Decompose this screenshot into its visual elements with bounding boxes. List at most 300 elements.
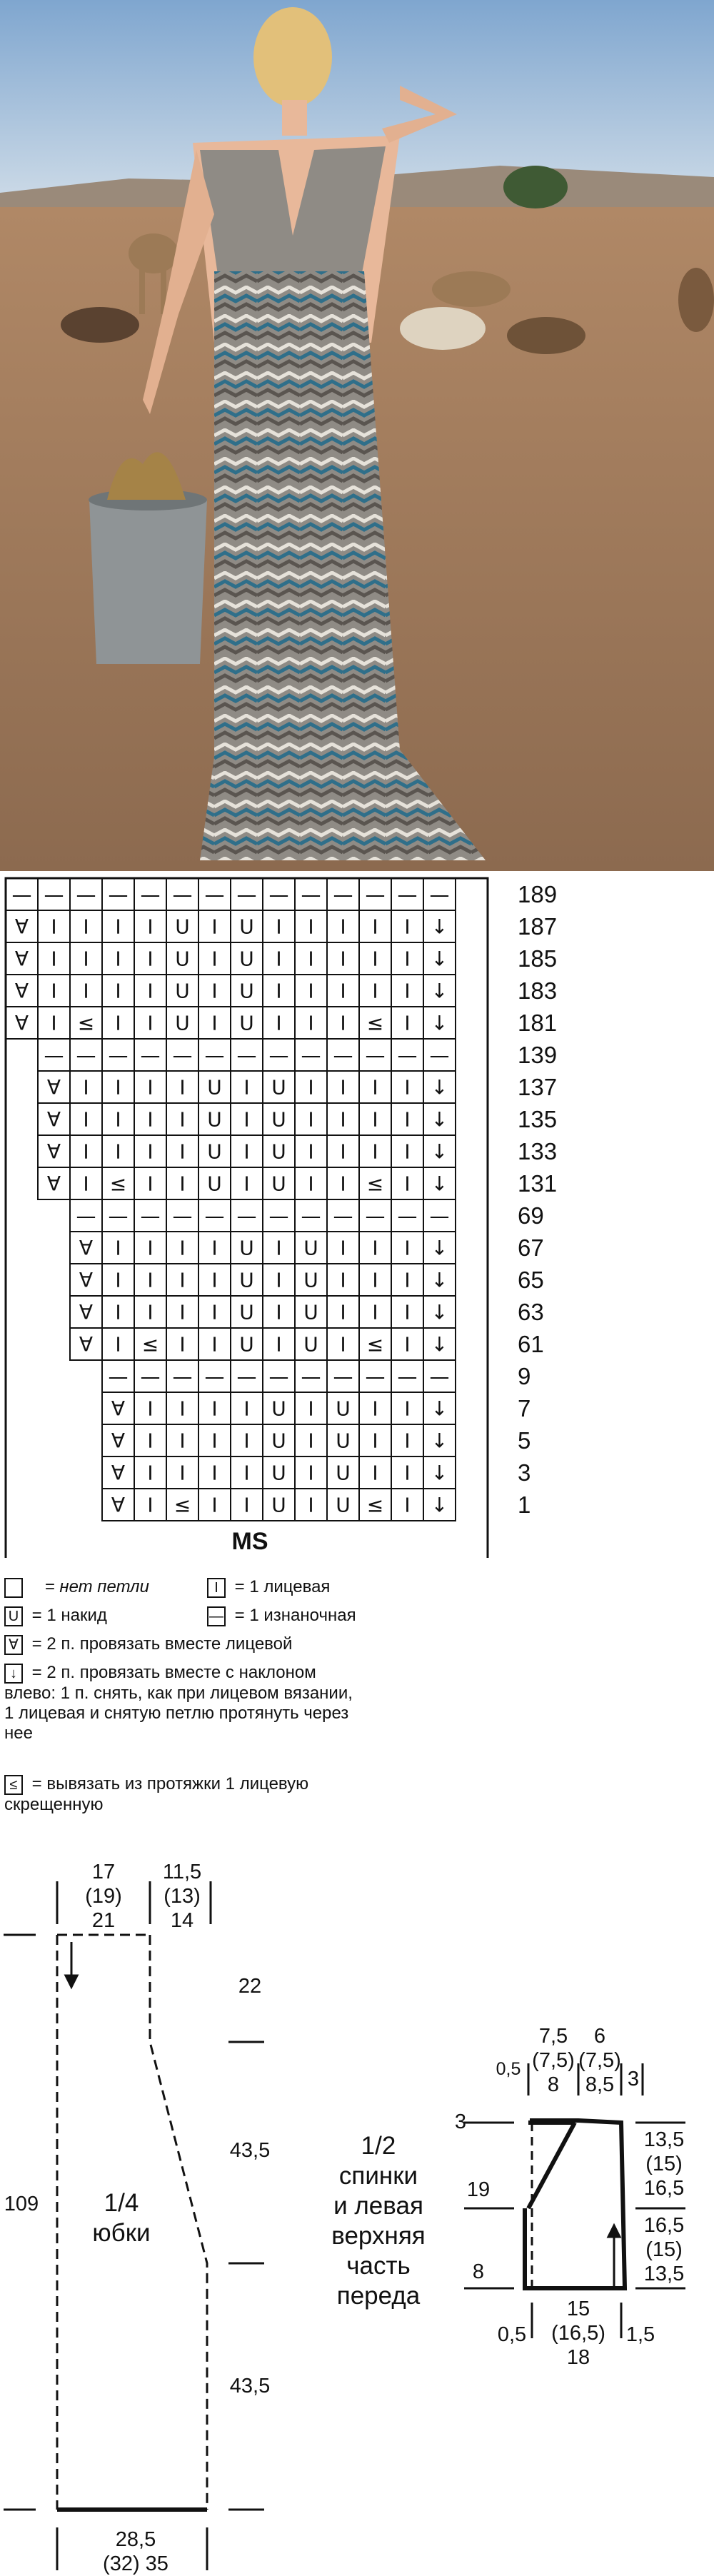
stitch-symbol: —: [76, 1043, 96, 1067]
bodice-top-b-right: 3: [627, 2068, 640, 2091]
stitch-symbol: I: [243, 1075, 250, 1100]
bodice-left-8: 8: [472, 2260, 485, 2283]
row-number: 131: [518, 1170, 558, 1197]
stitch-symbol: —: [172, 1043, 193, 1067]
stitch-symbol: I: [147, 979, 154, 1003]
k2tog-icon: ∀: [4, 1635, 23, 1655]
stitch-symbol: —: [108, 1364, 129, 1389]
stitch-symbol: I: [211, 915, 218, 939]
stitch-symbol: I: [340, 1300, 346, 1324]
bodice-top-a: 7,5 (7,5) 8: [532, 2025, 575, 2096]
stitch-symbol: U: [239, 979, 254, 1003]
row-number: 189: [518, 881, 558, 907]
row-number: 1: [518, 1491, 531, 1518]
stitch-symbol: —: [140, 882, 161, 907]
stitch-symbol: I: [147, 1397, 154, 1421]
legend-purl: — = 1 изнаночная: [207, 1606, 356, 1626]
stitch-symbol: I: [115, 1236, 121, 1260]
stitch-symbol: I: [147, 1011, 154, 1035]
stitch-symbol: I: [115, 1107, 121, 1132]
stitch-symbol: I: [211, 1429, 218, 1453]
stitch-symbol: ≤: [141, 1332, 159, 1357]
yarn-over-icon: U: [4, 1606, 23, 1626]
stitch-symbol: I: [243, 1493, 250, 1517]
stitch-symbol: I: [147, 1107, 154, 1132]
stitch-symbol: U: [239, 1300, 254, 1324]
stitch-symbol: I: [243, 1107, 250, 1132]
bodice-left-3: 3: [454, 2110, 467, 2133]
stitch-symbol: —: [11, 882, 32, 907]
stitch-symbol: I: [147, 1493, 154, 1517]
legend-yarn-over: U = 1 накид: [4, 1606, 107, 1626]
skirt-seg1: 22: [238, 1975, 262, 1998]
stitch-symbol: I: [276, 979, 282, 1003]
stitch-symbol: I: [211, 1493, 218, 1517]
stitch-symbol: ≤: [366, 1011, 384, 1035]
stitch-symbol: U: [271, 1139, 286, 1164]
stitch-symbol: I: [179, 1429, 186, 1453]
stitch-symbol: —: [204, 1043, 225, 1067]
legend-k2tog: ∀ = 2 п. провязать вместе лицевой: [4, 1634, 292, 1655]
stitch-symbol: U: [207, 1172, 222, 1196]
stitch-symbol: U: [239, 1236, 254, 1260]
row-number: 3: [518, 1459, 531, 1486]
stitch-symbol: I: [147, 1236, 154, 1260]
stitch-symbol: I: [179, 1461, 186, 1485]
stitch-symbol: —: [236, 1364, 257, 1389]
stitch-symbol: I: [51, 1011, 57, 1035]
stitch-symbol: I: [276, 947, 282, 971]
stitch-symbol: I: [115, 1332, 121, 1357]
stitch-symbol: ∀: [111, 1493, 126, 1517]
stitch-symbol: —: [140, 1364, 161, 1389]
stitch-symbol: —: [333, 882, 353, 907]
stitch-symbol: I: [404, 1172, 411, 1196]
stitch-symbol: ↓: [431, 1075, 448, 1100]
row-number: 181: [518, 1010, 558, 1036]
bodice-bottom-right: 1,5: [625, 2323, 655, 2346]
row-number: 61: [518, 1331, 544, 1357]
stitch-symbol: ∀: [46, 1107, 61, 1132]
stitch-symbol: I: [372, 1236, 378, 1260]
knitting-chart: [0, 872, 714, 1572]
stitch-symbol: —: [172, 882, 193, 907]
knit-stitch-icon: I: [207, 1578, 226, 1598]
row-number: 69: [518, 1202, 544, 1229]
row-number: 63: [518, 1299, 544, 1325]
stitch-symbol: U: [303, 1300, 318, 1324]
stitch-symbol: ↓: [431, 1461, 448, 1485]
stitch-symbol: I: [276, 1011, 282, 1035]
stitch-symbol: ∀: [46, 1075, 61, 1100]
stitch-symbol: I: [179, 1236, 186, 1260]
stitch-symbol: ∀: [14, 947, 29, 971]
stitch-symbol: U: [271, 1493, 286, 1517]
stitch-symbol: I: [340, 915, 346, 939]
stitch-symbol: —: [365, 1204, 386, 1228]
stitch-symbol: ∀: [79, 1236, 94, 1260]
stitch-symbol: I: [211, 1236, 218, 1260]
stitch-symbol: ∀: [111, 1461, 126, 1485]
stitch-symbol: —: [76, 882, 96, 907]
stitch-symbol: —: [268, 1364, 289, 1389]
stitch-symbol: I: [147, 1268, 154, 1292]
stitch-symbol: I: [372, 1107, 378, 1132]
stitch-symbol: I: [340, 1075, 346, 1100]
stitch-symbol: —: [204, 1204, 225, 1228]
stitch-symbol: U: [175, 915, 190, 939]
legend-ssk: ↓ = 2 п. провязать вместе с наклоном влево: 1 п. снять, как при лицевом вязании, 1 лицевая и снятую петлю протянуть через нее: [4, 1663, 353, 1743]
stitch-symbol: I: [404, 1461, 411, 1485]
row-number: 5: [518, 1427, 531, 1454]
stitch-symbol: I: [115, 1075, 121, 1100]
bodice-top-b: 6 (7,5) 8,5: [578, 2025, 621, 2096]
row-number: 137: [518, 1074, 558, 1100]
stitch-symbol: —: [108, 882, 129, 907]
stitch-symbol: ∀: [79, 1332, 94, 1357]
stitch-symbol: I: [404, 915, 411, 939]
stitch-symbol: —: [429, 1364, 450, 1389]
stitch-symbol: I: [340, 1268, 346, 1292]
row-number: 133: [518, 1138, 558, 1164]
stitch-symbol: I: [115, 979, 121, 1003]
stitch-symbol: I: [243, 1429, 250, 1453]
stitch-symbol: —: [333, 1204, 353, 1228]
stitch-symbol: I: [404, 1075, 411, 1100]
stitch-symbol: I: [147, 1461, 154, 1485]
stitch-symbol: I: [372, 1139, 378, 1164]
stitch-symbol: —: [397, 882, 418, 907]
stitch-symbol: —: [429, 1204, 450, 1228]
stitch-symbol: I: [276, 1332, 282, 1357]
stitch-symbol: —: [397, 1364, 418, 1389]
stitch-symbol: I: [340, 1011, 346, 1035]
stitch-symbol: I: [83, 1172, 89, 1196]
row-number: 139: [518, 1042, 558, 1068]
skirt-seg2: 43,5: [229, 2139, 271, 2162]
bodice-name: 1/2 спинки и левая верхняя часть переда: [331, 2132, 426, 2310]
stitch-symbol: I: [404, 1300, 411, 1324]
stitch-symbol: U: [303, 1268, 318, 1292]
stitch-symbol: —: [301, 1204, 321, 1228]
stitch-symbol: U: [239, 947, 254, 971]
stitch-symbol: I: [243, 1172, 250, 1196]
stitch-symbol: I: [211, 1268, 218, 1292]
chart-grid: [0, 872, 500, 1558]
stitch-symbol: I: [179, 1300, 186, 1324]
stitch-symbol: I: [308, 947, 314, 971]
stitch-symbol: I: [243, 1139, 250, 1164]
stitch-symbol: I: [372, 1397, 378, 1421]
stitch-symbol: I: [83, 915, 89, 939]
stitch-symbol: ↓: [431, 979, 448, 1003]
stitch-symbol: I: [179, 1268, 186, 1292]
row-number: 7: [518, 1395, 531, 1422]
legend-m1: ≤ = вывязать из протяжки 1 лицевую скрещенную: [4, 1774, 309, 1814]
stitch-symbol: U: [175, 947, 190, 971]
stitch-symbol: I: [83, 1107, 89, 1132]
stitch-symbol: —: [44, 1043, 64, 1067]
stitch-symbol: I: [340, 1332, 346, 1357]
stitch-symbol: I: [308, 1429, 314, 1453]
bodice-bottom: 15 (16,5) 18: [551, 2298, 605, 2369]
stitch-symbol: U: [271, 1397, 286, 1421]
stitch-symbol: —: [108, 1204, 129, 1228]
stitch-symbol: —: [204, 882, 225, 907]
stitch-symbol: I: [276, 915, 282, 939]
stitch-symbol: I: [404, 1107, 411, 1132]
legend-no-stitch: = нет петли: [4, 1577, 149, 1598]
stitch-symbol: I: [211, 1397, 218, 1421]
stitch-symbol: I: [372, 947, 378, 971]
stitch-symbol: U: [239, 1268, 254, 1292]
stitch-symbol: ∀: [14, 979, 29, 1003]
stitch-symbol: U: [336, 1397, 351, 1421]
stitch-symbol: —: [333, 1364, 353, 1389]
stitch-symbol: I: [147, 915, 154, 939]
stitch-symbol: I: [404, 1139, 411, 1164]
stitch-symbol: ∀: [46, 1172, 61, 1196]
stitch-symbol: —: [397, 1204, 418, 1228]
stitch-symbol: —: [429, 1043, 450, 1067]
stitch-symbol: —: [397, 1043, 418, 1067]
skirt-top-width: 17 (19) 21: [85, 1861, 122, 1932]
stitch-symbol: ∀: [111, 1429, 126, 1453]
skirt-bottom-width: 28,5 (32) 35: [103, 2528, 169, 2575]
stitch-symbol: ∀: [79, 1300, 94, 1324]
stitch-symbol: I: [51, 947, 57, 971]
legend-knit: I = 1 лицевая: [207, 1577, 330, 1598]
stitch-symbol: —: [44, 882, 64, 907]
stitch-symbol: ≤: [77, 1011, 95, 1035]
bodice-top-a-left: 0,5: [496, 2059, 521, 2079]
row-number: 187: [518, 913, 558, 940]
stitch-symbol: I: [211, 947, 218, 971]
bodice-bottom-left: 0,5: [497, 2323, 527, 2346]
stitch-symbol: I: [83, 947, 89, 971]
stitch-symbol: I: [404, 1332, 411, 1357]
stitch-symbol: I: [372, 1429, 378, 1453]
model-photo: [0, 0, 714, 871]
row-number: 65: [518, 1267, 544, 1293]
stitch-symbol: ≤: [109, 1172, 127, 1196]
stitch-symbol: I: [276, 1300, 282, 1324]
stitch-symbol: I: [340, 1139, 346, 1164]
stitch-symbol: ↓: [431, 1172, 448, 1196]
empty-box-icon: [4, 1578, 23, 1598]
stitch-symbol: U: [207, 1107, 222, 1132]
stitch-symbol: I: [308, 1397, 314, 1421]
stitch-symbol: U: [271, 1461, 286, 1485]
stitch-symbol: ↓: [431, 947, 448, 971]
stitch-symbol: I: [179, 1397, 186, 1421]
stitch-symbol: I: [404, 1268, 411, 1292]
stitch-symbol: I: [115, 1268, 121, 1292]
stitch-symbol: ∀: [14, 915, 29, 939]
stitch-symbol: I: [372, 1300, 378, 1324]
stitch-symbol: ↓: [431, 1268, 448, 1292]
stitch-symbol: I: [115, 1011, 121, 1035]
stitch-symbol: I: [83, 979, 89, 1003]
stitch-symbol: U: [303, 1236, 318, 1260]
skirt-name: 1/4 юбки: [92, 2189, 151, 2247]
stitch-symbol: U: [271, 1172, 286, 1196]
skirt-side-shift: 11,5 (13) 14: [162, 1861, 202, 1932]
stitch-symbol: —: [172, 1364, 193, 1389]
stitch-symbol: ∀: [79, 1268, 94, 1292]
stitch-symbol: I: [340, 979, 346, 1003]
stitch-symbol: I: [404, 979, 411, 1003]
stitch-symbol: ↓: [431, 915, 448, 939]
stitch-symbol: I: [340, 1172, 346, 1196]
stitch-symbol: I: [179, 1107, 186, 1132]
stitch-symbol: I: [211, 979, 218, 1003]
stitch-symbol: I: [115, 915, 121, 939]
stitch-symbol: —: [301, 882, 321, 907]
stitch-symbol: I: [308, 1461, 314, 1485]
stitch-symbol: I: [372, 1268, 378, 1292]
stitch-symbol: ∀: [111, 1397, 126, 1421]
stitch-symbol: I: [340, 947, 346, 971]
stitch-symbol: ↓: [431, 1107, 448, 1132]
row-number: 135: [518, 1106, 558, 1132]
stitch-symbol: I: [211, 1011, 218, 1035]
stitch-symbol: ≤: [174, 1493, 191, 1517]
stitch-symbol: I: [147, 1075, 154, 1100]
stitch-symbol: I: [83, 1139, 89, 1164]
stitch-symbol: I: [308, 1075, 314, 1100]
chart-title: MS: [221, 1528, 278, 1556]
stitch-symbol: I: [147, 1139, 154, 1164]
stitch-symbol: I: [147, 947, 154, 971]
pattern-schematics: [0, 1860, 714, 2576]
stitch-symbol: I: [211, 1300, 218, 1324]
stitch-symbol: I: [404, 1493, 411, 1517]
stitch-symbol: I: [308, 1493, 314, 1517]
stitch-symbol: I: [147, 1300, 154, 1324]
stitch-symbol: —: [268, 1204, 289, 1228]
stitch-symbol: U: [175, 1011, 190, 1035]
skirt-seg3: 43,5: [229, 2375, 271, 2398]
stitch-symbol: U: [271, 1429, 286, 1453]
stitch-symbol: —: [172, 1204, 193, 1228]
chart-legend: [0, 1574, 714, 1860]
stitch-symbol: I: [179, 1139, 186, 1164]
stitch-symbol: I: [404, 1429, 411, 1453]
stitch-symbol: —: [301, 1043, 321, 1067]
stitch-symbol: ↓: [431, 1493, 448, 1517]
stitch-symbol: —: [333, 1043, 353, 1067]
stitch-symbol: I: [372, 915, 378, 939]
stitch-symbol: I: [372, 1461, 378, 1485]
bodice-left-19: 19: [466, 2178, 491, 2201]
stitch-symbol: —: [268, 1043, 289, 1067]
stitch-symbol: U: [336, 1493, 351, 1517]
stitch-symbol: —: [429, 882, 450, 907]
ssk-arrow-icon: ↓: [4, 1664, 23, 1684]
stitch-symbol: U: [207, 1075, 222, 1100]
stitch-symbol: I: [308, 979, 314, 1003]
row-number: 185: [518, 945, 558, 972]
stitch-symbol: U: [271, 1075, 286, 1100]
stitch-symbol: ↓: [431, 1011, 448, 1035]
stitch-symbol: I: [115, 1139, 121, 1164]
stitch-symbol: I: [308, 1172, 314, 1196]
stitch-symbol: I: [147, 1429, 154, 1453]
stitch-symbol: —: [236, 882, 257, 907]
purl-stitch-icon: —: [207, 1606, 226, 1626]
stitch-symbol: ↓: [431, 1139, 448, 1164]
stitch-symbol: I: [211, 1332, 218, 1357]
stitch-symbol: —: [140, 1204, 161, 1228]
stitch-symbol: I: [404, 947, 411, 971]
stitch-symbol: I: [276, 1268, 282, 1292]
stitch-symbol: U: [336, 1429, 351, 1453]
stitch-symbol: ↓: [431, 1429, 448, 1453]
stitch-symbol: I: [179, 1332, 186, 1357]
m1-icon: ≤: [4, 1775, 23, 1795]
stitch-symbol: U: [271, 1107, 286, 1132]
row-number: 9: [518, 1363, 531, 1389]
stitch-symbol: —: [108, 1043, 129, 1067]
stitch-symbol: I: [404, 1011, 411, 1035]
stitch-symbol: —: [204, 1364, 225, 1389]
bodice-right-upper: 13,5 (15) 16,5: [643, 2128, 685, 2200]
stitch-symbol: U: [207, 1139, 222, 1164]
stitch-symbol: U: [303, 1332, 318, 1357]
stitch-symbol: ≤: [366, 1172, 384, 1196]
stitch-symbol: ∀: [14, 1011, 29, 1035]
bodice-right-lower: 16,5 (15) 13,5: [643, 2214, 685, 2285]
stitch-symbol: ∀: [46, 1139, 61, 1164]
skirt-total-length: 109: [4, 2193, 39, 2215]
stitch-symbol: —: [236, 1043, 257, 1067]
stitch-symbol: U: [239, 1011, 254, 1035]
stitch-symbol: I: [243, 1461, 250, 1485]
stitch-symbol: I: [340, 1107, 346, 1132]
stitch-symbol: I: [179, 1172, 186, 1196]
stitch-symbol: I: [243, 1397, 250, 1421]
stitch-symbol: I: [340, 1236, 346, 1260]
stitch-symbol: I: [308, 1107, 314, 1132]
stitch-symbol: I: [308, 1011, 314, 1035]
stitch-symbol: I: [404, 1397, 411, 1421]
stitch-symbol: ≤: [366, 1332, 384, 1357]
stitch-symbol: —: [365, 882, 386, 907]
stitch-symbol: ≤: [366, 1493, 384, 1517]
stitch-symbol: I: [83, 1075, 89, 1100]
row-number: 67: [518, 1234, 544, 1261]
stitch-symbol: I: [308, 1139, 314, 1164]
stitch-symbol: ↓: [431, 1397, 448, 1421]
stitch-symbol: —: [140, 1043, 161, 1067]
stitch-symbol: ↓: [431, 1236, 448, 1260]
stitch-symbol: I: [51, 915, 57, 939]
stitch-symbol: —: [268, 882, 289, 907]
stitch-symbol: I: [179, 1075, 186, 1100]
stitch-symbol: ↓: [431, 1332, 448, 1357]
stitch-symbol: U: [239, 1332, 254, 1357]
stitch-symbol: ↓: [431, 1300, 448, 1324]
stitch-symbol: I: [276, 1236, 282, 1260]
stitch-symbol: —: [365, 1043, 386, 1067]
stitch-symbol: I: [372, 1075, 378, 1100]
stitch-symbol: U: [239, 915, 254, 939]
stitch-symbol: —: [236, 1204, 257, 1228]
stitch-symbol: I: [115, 947, 121, 971]
stitch-symbol: U: [175, 979, 190, 1003]
stitch-symbol: U: [336, 1461, 351, 1485]
